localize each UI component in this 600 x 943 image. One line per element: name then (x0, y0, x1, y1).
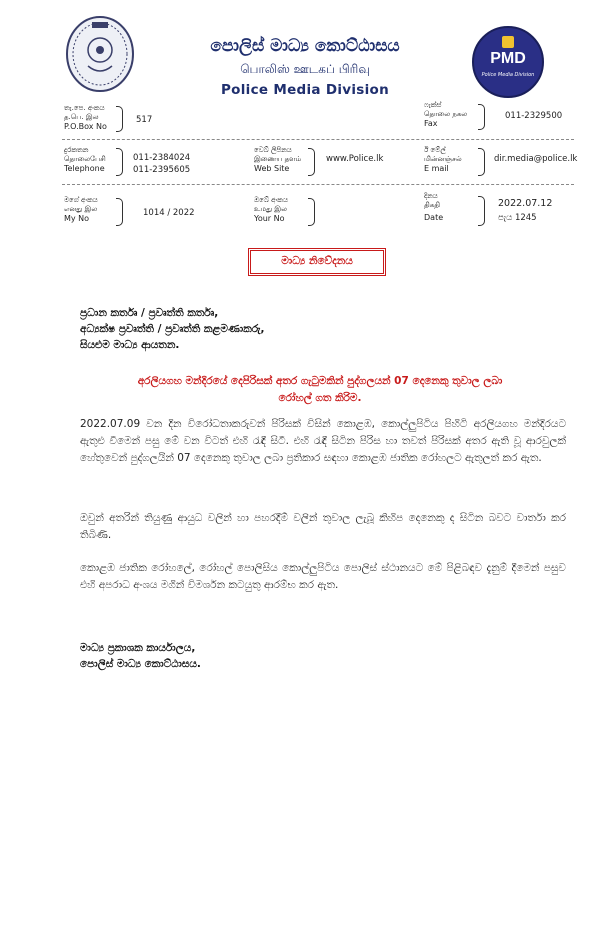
signature-line-2: පොලිස් මාධ්‍ය කොට්ඨාසය. (80, 658, 201, 670)
title-sinhala: පොලිස් මාධ්‍ය කොට්ඨාසය (210, 36, 400, 56)
press-release-heading-box (250, 250, 384, 274)
pmd-logo (472, 26, 544, 98)
body-paragraph-1: 2022.07.09 වන දින විරෝධතාකරුවන් පිරිසක් විසින් කොළඹ, කොල්ලුපිටිය පිහිටි අරලියගහ මන්දිරයට ඇතුළු වීමෙන් පසු මේ වන විටත් එහි රැඳී සිටී. එහි රැඳී සිටින පිරිස හා තවත් පිරිසක් අතර ඇති වූ ආරවුලක් හේතුවෙන් පුද්ගලයින් 07 දෙනෙකු තුවාල ලබා ප්‍රතිකාර සඳහා කොළඹ ජාතික රෝහලට ඇතුලත් කර ඇත. (80, 418, 566, 464)
fax-value: 011-2329500 (505, 111, 563, 121)
recipient-line-3: සියළුම මාධ්‍ය ආයතන. (80, 339, 180, 351)
telephone-value-1: 011-2384024 (133, 153, 191, 163)
title-tamil: பொலிஸ் ஊடகப் பிரிவு (240, 62, 370, 76)
website-label: වෙබ් ලිපිනය இணைய தளம் Web Site (254, 146, 302, 173)
your-no-brace (308, 198, 315, 226)
website-value: www.Police.lk (326, 154, 384, 164)
date-label: දිනය திகதி Date (424, 192, 444, 222)
signature-block (80, 640, 201, 672)
website-brace (308, 148, 315, 176)
your-no-label: ඔබේ අංකය உமது இல Your No (254, 196, 288, 223)
date-value: 2022.07.12 (498, 198, 553, 209)
fax-brace (478, 104, 485, 130)
email-value: dir.media@police.lk (494, 154, 578, 164)
pmd-logo-subtext: Police Media Division (481, 72, 535, 78)
subject-line-2: රෝහල් ගත කිරිම. (278, 392, 362, 404)
telephone-brace (116, 148, 123, 176)
police-crest-logo (64, 16, 136, 96)
my-no-label: මගේ අංකය எனது இல My No (64, 196, 98, 223)
signature-line-1: මාධ්‍ය ප්‍රකාශක කාර්යාලය, (80, 642, 196, 654)
title-english: Police Media Division (220, 82, 390, 98)
subject-line-1: අරලියගහ මන්දිරයේ දෙපිරිසක් අතර ගැටුමකින් පුද්ගලයන් 07 දෙනෙකු තුවාල ලබා (137, 375, 503, 387)
recipients-block (80, 305, 265, 353)
divider-1 (62, 139, 574, 140)
email-brace (478, 148, 485, 176)
pmd-logo-text: PMD (490, 50, 526, 67)
date-brace (478, 196, 485, 226)
email-label: ඊ මේල් மின்னஞ்சல் E mail (424, 146, 462, 173)
time-value: පැය 1245 (498, 213, 537, 223)
recipient-line-1: ප්‍රධාන කර්තෘ / ප්‍රවෘත්ති කර්තෘ, (80, 307, 219, 319)
fax-label: ෆැක්ස් தொலை நகல Fax (424, 101, 468, 128)
body-paragraph-3: කොළඹ ජාතික රෝහලේ, රෝහල් පොලිසිය කොල්ලුපිටිය පොලිස් ස්ථානයට මේ පිළිබඳව දැනුම් දීමෙන් පසුව එහි අපරාධ අංශය මගින් විමර්ශන කටයුතු ආරම්භ කර ඇත. (80, 562, 566, 591)
my-no-value: 1014 / 2022 (143, 208, 195, 218)
my-no-brace (116, 198, 123, 226)
pobox-value: 517 (136, 115, 153, 125)
pmd-logo-badge-icon (502, 36, 514, 48)
press-release-heading: මාධ්‍ය නිවේදනය (281, 255, 353, 267)
telephone-value-2: 011-2395605 (133, 165, 191, 175)
pobox-label: තැ.පෙ. අංකය த.பெ. இல P.O.Box No (64, 104, 107, 131)
divider-2 (62, 184, 574, 185)
body-paragraph-2: ඔවුන් අතරින් තියුණු ආයුධ වලින් හා පහරදීම් වලින් තුවාල ලැබූ කිහිප දෙනෙකු ද සිටින බවට වාර්තා කර තිබිණි. (80, 512, 566, 541)
telephone-label: දුරකතන தொலைபேசி Telephone (64, 146, 106, 173)
recipient-line-2: අධ්‍යක්ෂ ප්‍රවෘත්ති / ප්‍රවෘත්ති කළමණාකරු, (80, 323, 265, 335)
pobox-brace (116, 106, 123, 132)
